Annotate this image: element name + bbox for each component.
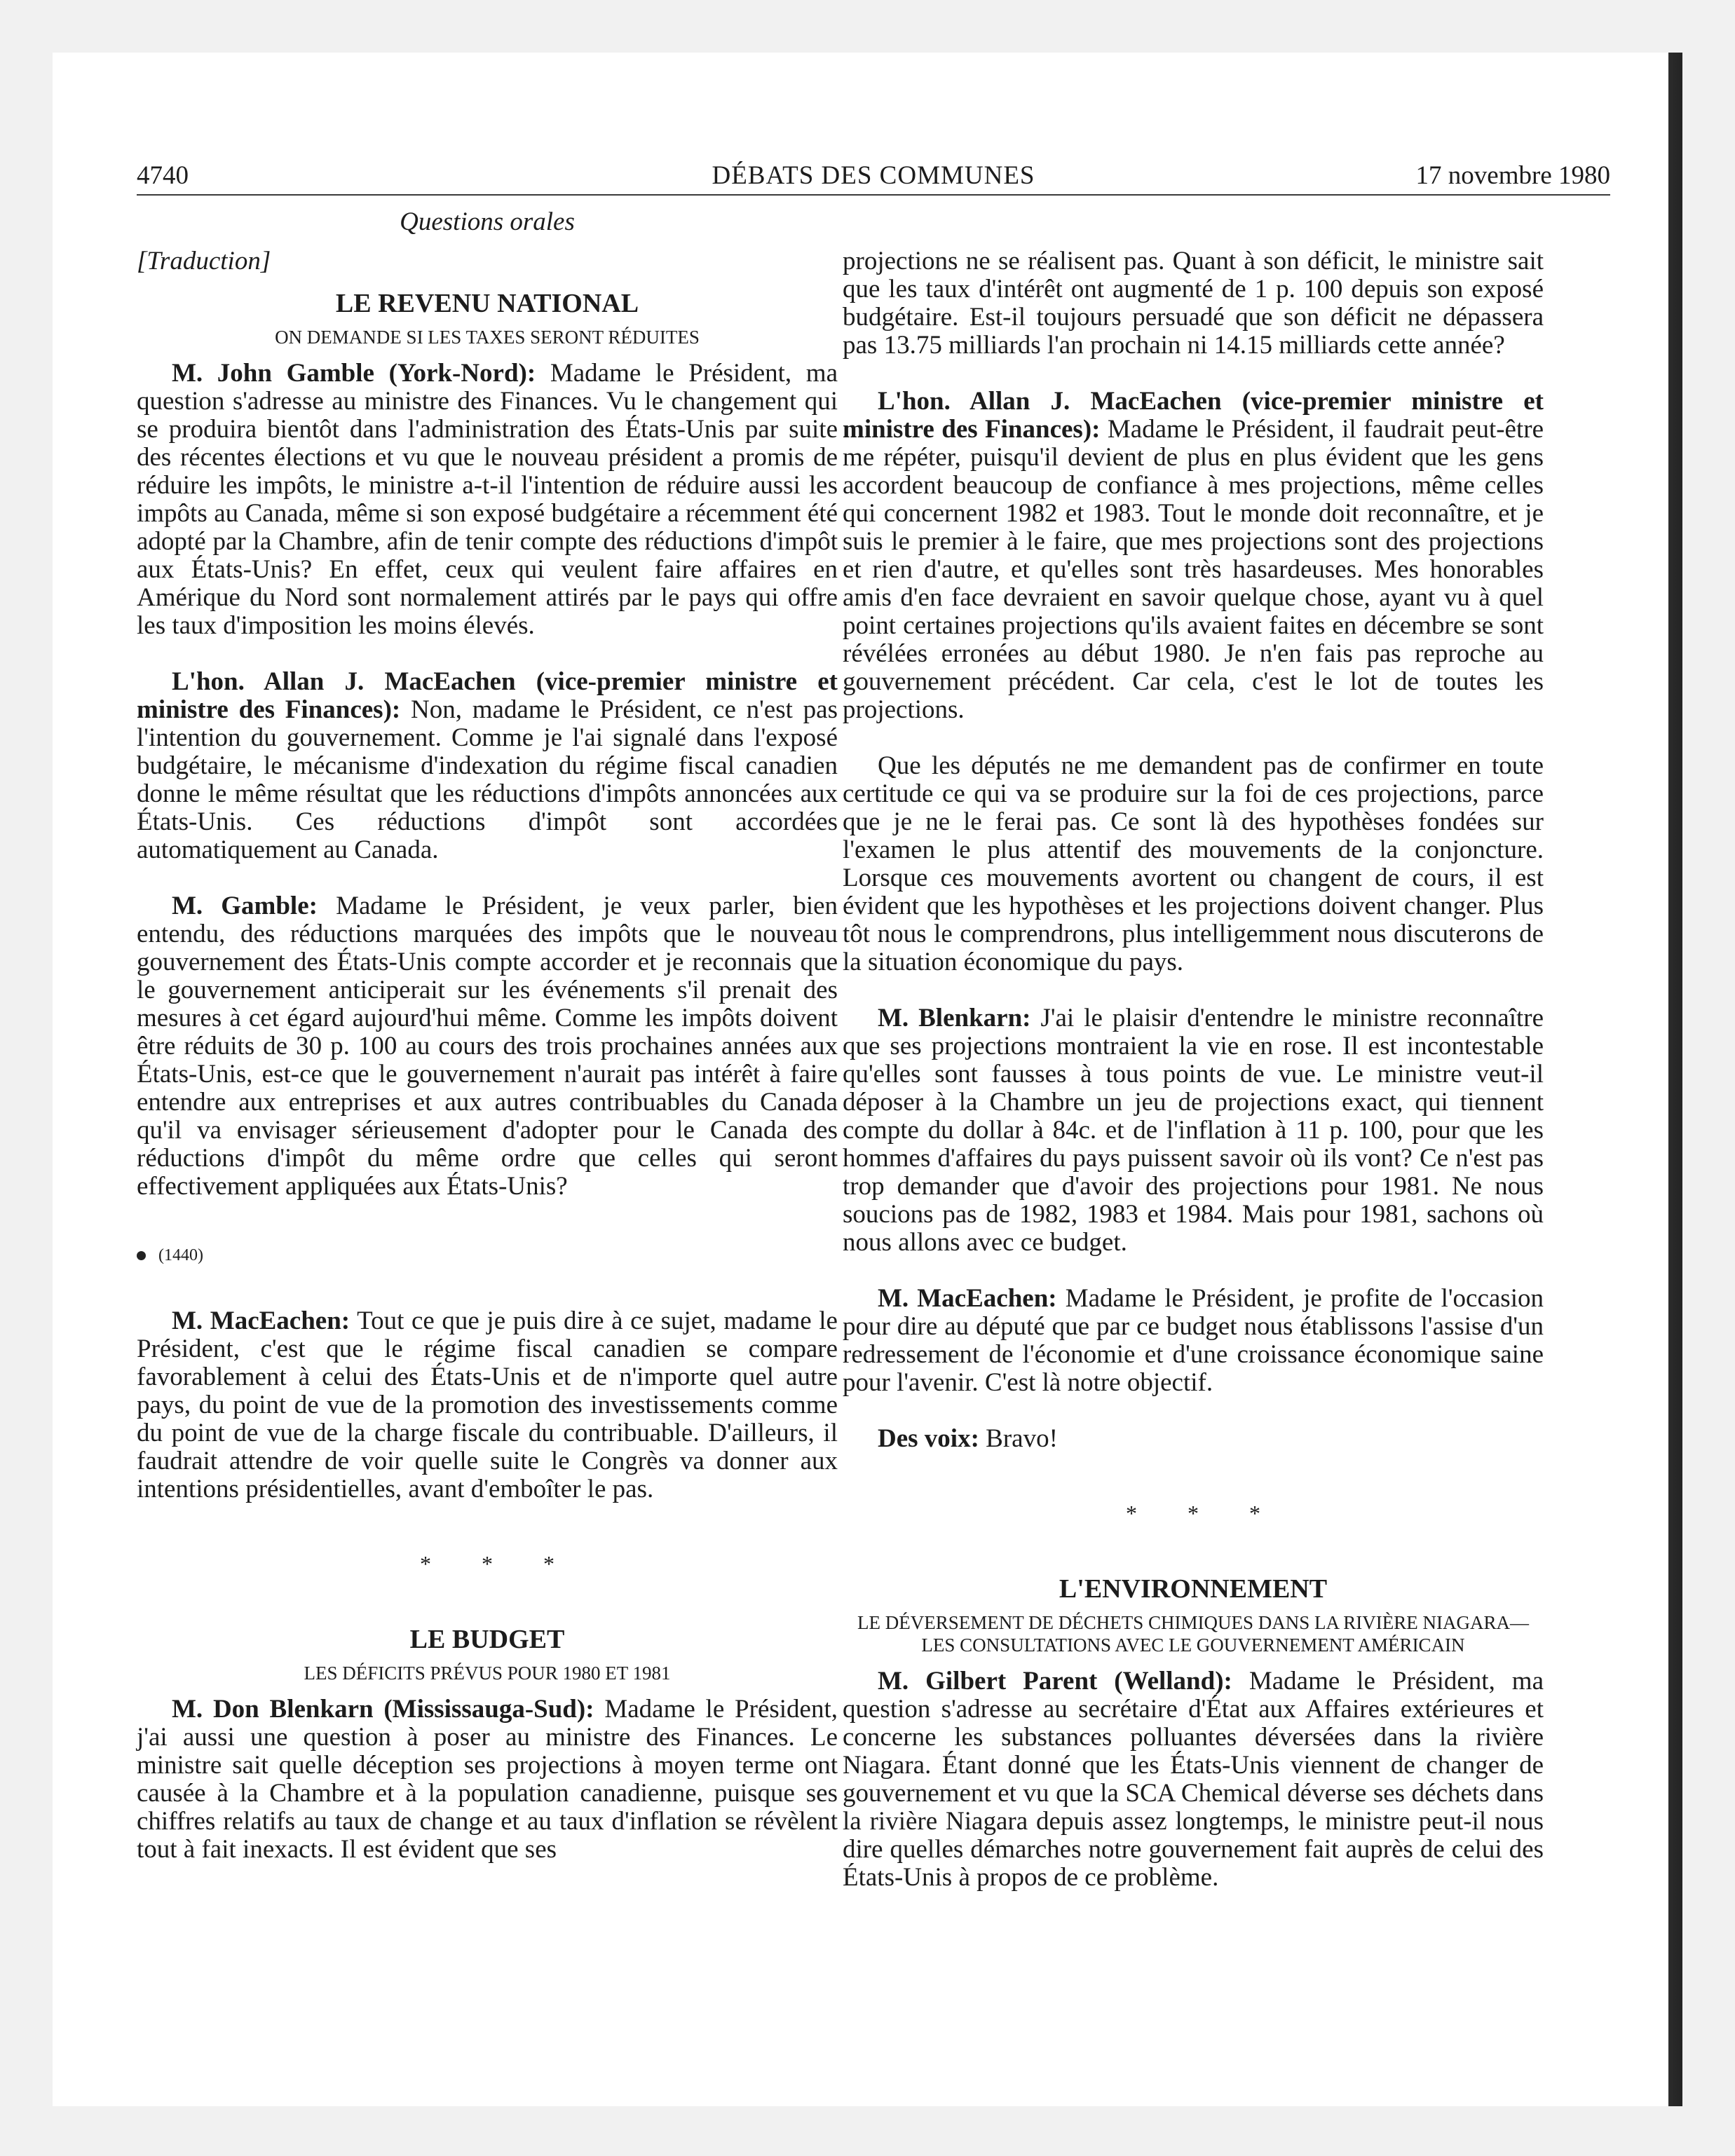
section-separator: * * *: [420, 1551, 577, 1576]
speech-text: Bravo!: [986, 1424, 1058, 1453]
journal-title: DÉBATS DES COMMUNES: [712, 161, 1035, 190]
speech-text: Madame le Président, ma question s'adresse au ministre des Finances. Vu le changement qui se produira bientôt dans l'administration des États-Unis par suite des récentes élections et vu que le nouveau président a promis de réduire les impôts, le ministre a-t-il l'intention de réduire aussi les impôts au Canada, même si son exposé budgétaire a récemment été adopté par la Chambre, afin de tenir compte des réductions d'impôt aux États-Unis? En effet, ceux qui veulent faire affaires en Amérique du Nord sont normalement attirés par le pays qui offre les taux d'imposition les moins élevés.: [137, 359, 838, 640]
page-number: 4740: [137, 161, 189, 190]
speech-text: J'ai le plaisir d'entendre le ministre reconnaître que ses projections montraient la vie en rose. Il est incontestable qu'elles sont fausses à tous points de vue. Le ministre veut-il déposer à la Chambre un jeu de projections exact, qui tiennent compte du dollar à 84c. et de l'inflation à 11 p. 100, pour que les hommes d'affaires du pays puissent savoir où ils vont? Ce n'est pas trop demander que d'avoir des projections pour 1981. Ne nous soucions pas de 1982, 1983 et 1984. Mais pour 1981, sachons où nous allons avec ce budget.: [843, 1004, 1544, 1257]
speech-paragraph: [137, 360, 838, 640]
speaker-name: M. MacEachen:: [172, 1306, 351, 1335]
speaker-name: L'hon. Allan J. MacEachen (vice-premier ministre et ministre des Finances):: [137, 667, 838, 724]
speech-paragraph: [843, 1285, 1544, 1397]
speech-text: Madame le Président, ma question s'adresse au secrétaire d'État aux Affaires extérieures et concerne les substances polluantes déversées dans la rivière Niagara. Étant donné que les États-Unis viennent de changer de gouvernement et vu que la SCA Chemical déverse ses déchets dans la rivière Niagara depuis assez longtemps, le ministre peut-il nous dire quelles démarches notre gouvernement fait auprès de celui des États-Unis à propos de ce problème.: [843, 1667, 1544, 1892]
speech-text: Madame le Président, je profite de l'occasion pour dire au député que par ce budget nous établissons l'assise d'un redressement de l'économie et d'une croissance économique saine pour l'avenir. C'est là notre objectif.: [843, 1284, 1544, 1397]
speech-paragraph: [137, 892, 838, 1201]
section-heading: LE REVENU NATIONAL: [335, 289, 639, 318]
speech-text: Tout ce que je puis dire à ce sujet, madame le Président, c'est que le régime fiscal canadien se compare favorablement à celui des États-Unis et de n'importe quel autre pays, du point de vue de la promotion des investissements comme du point de vue de la charge fiscale du contribuable. D'ailleurs, il faudrait attendre de voir quelle suite le Congrès va donner aux intentions présidentielles, avant d'emboîter le pas.: [137, 1306, 838, 1503]
time-marker-text: (1440): [158, 1246, 203, 1264]
section-heading: L'ENVIRONNEMENT: [1059, 1574, 1328, 1604]
section-separator: * * *: [1126, 1501, 1283, 1526]
document-page: [53, 53, 1682, 2106]
time-marker: [137, 1241, 838, 1269]
speech-paragraph: Que les députés ne me demandent pas de confirmer en toute certitude ce qui va se produire sur la foi de ces projections, parce que je ne le ferai pas. Ce sont là des hypothèses fondées sur l'examen le plus attentif des mouvements de la conjoncture. Lorsque ces mouvements avortent ou changent de cours, il est évident que les hypothèses et les projections doivent changer. Plus tôt nous le comprendrons, plus intelligemment nous discuterons de la situation économique du pays.: [843, 751, 1544, 976]
section-subheading: ON DEMANDE SI LES TAXES SERONT RÉDUITES: [275, 327, 700, 348]
speaker-name: M. Blenkarn:: [878, 1004, 1031, 1032]
speech-text: Madame le Président, il faudrait peut-être me répéter, puisqu'il devient de plus en plus évident que les gens accordent beaucoup de confiance à mes projections, même celles qui concernent 1982 et 1983. Tout le monde doit reconnaître, et je suis le premier à le faire, que mes projections sont des projections et rien d'autre, et qu'elles sont très hasardeuses. Mes honorables amis d'en face devraient en savoir quelque chose, ayant vu à quel point certaines projections qu'ils avaient faites en décembre se sont révélées erronées au début 1980. Je n'en fais pas reproche au gouvernement précédent. Car cela, c'est le lot de toutes les projections.: [843, 415, 1544, 724]
left-column: [137, 247, 838, 1864]
speaker-name: Des voix:: [878, 1424, 979, 1453]
section-label: Questions orales: [400, 207, 575, 236]
section-subheading: LE DÉVERSEMENT DE DÉCHETS CHIMIQUES DANS LA RIVIÈRE NIAGARA—LES CONSULTATIONS AVEC LE GOUVERNEMENT AMÉRICAIN: [857, 1612, 1529, 1656]
sitting-date: 17 novembre 1980: [1415, 161, 1610, 190]
speech-paragraph-continued: projections ne se réalisent pas. Quant à son déficit, le ministre sait que les taux d'intérêt ont augmenté de 1 p. 100 depuis son exposé budgétaire. Est-il toujours persuadé que son déficit ne dépassera pas 13.75 milliards l'an prochain ni 14.15 milliards cette année?: [843, 247, 1544, 360]
right-column: [843, 247, 1544, 1892]
speech-paragraph: [843, 1425, 1544, 1453]
speech-paragraph: [843, 1004, 1544, 1257]
section-subheading: LES DÉFICITS PRÉVUS POUR 1980 ET 1981: [304, 1663, 671, 1684]
speaker-name: M. Gilbert Parent (Welland):: [878, 1667, 1232, 1696]
speaker-name: L'hon. Allan J. MacEachen (vice-premier ministre et ministre des Finances):: [843, 387, 1544, 444]
speech-text: Madame le Président, j'ai aussi une question à poser au ministre des Finances. Le ministre sait quelle déception ses projections à moyen terme ont causée à la Chambre et à la population canadienne, puisque ses chiffres relatifs au taux de change et au taux d'inflation se révèlent tout à fait inexacts. Il est évident que ses: [137, 1695, 838, 1864]
speech-text: Non, madame le Président, ce n'est pas l'intention du gouvernement. Comme je l'ai signalé dans l'exposé budgétaire, le mécanisme d'indexation du régime fiscal canadien donne le même résultat que les réductions d'impôts annoncées aux États-Unis. Ces réductions d'impôt sont accordées automatiquement au Canada.: [137, 695, 838, 864]
section-heading: LE BUDGET: [409, 1625, 565, 1654]
speaker-name: M. Don Blenkarn (Mississauga-Sud):: [172, 1695, 594, 1724]
speech-paragraph: [843, 388, 1544, 724]
speaker-name: M. Gamble:: [172, 892, 318, 920]
translation-tag: [Traduction]: [137, 247, 271, 275]
speech-paragraph: [137, 668, 838, 864]
speaker-name: M. John Gamble (York-Nord):: [172, 359, 536, 388]
speech-text: Madame le Président, je veux parler, bien entendu, des réductions marquées des impôts que le nouveau gouvernement des États-Unis compte accorder et je reconnais que le gouvernement anticiperait sur les événements s'il prenait des mesures à cet égard aujourd'hui même. Comme les impôts doivent être réduits de 30 p. 100 au cours des trois prochaines années aux États-Unis, est-ce que le gouvernement n'aurait pas intérêt à faire entendre aux entreprises et aux autres contribuables du Canada qu'il va envisager sérieusement d'adopter pour le Canada des réductions d'impôt du même ordre que celles qui seront effectivement appliquées aux États-Unis?: [137, 892, 838, 1201]
scan-binding-edge: [1668, 53, 1682, 2106]
speech-paragraph: [843, 1667, 1544, 1892]
speaker-name: M. MacEachen:: [878, 1284, 1057, 1313]
speech-paragraph: [137, 1696, 838, 1864]
running-header: [137, 158, 1610, 196]
bullet-icon: [137, 1251, 146, 1260]
speech-paragraph: [137, 1307, 838, 1503]
